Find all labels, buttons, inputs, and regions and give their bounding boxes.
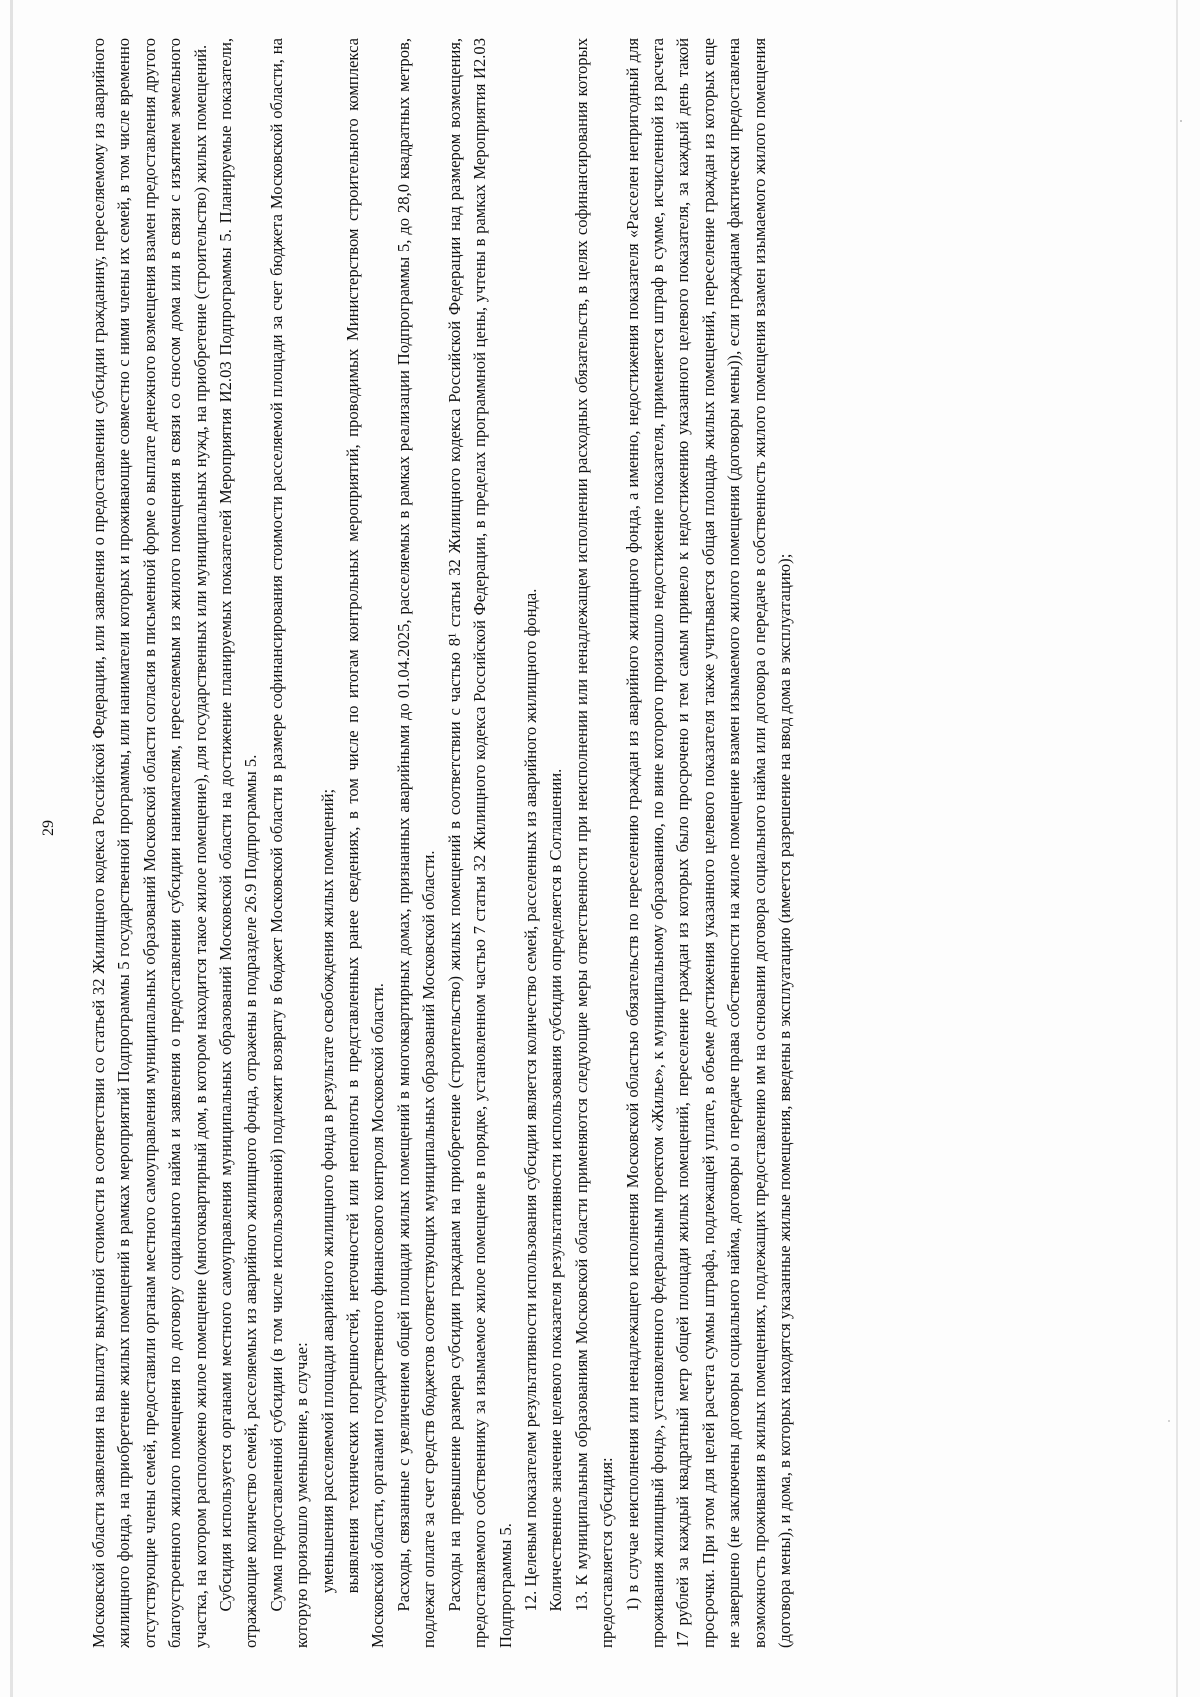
numbered-clause: 12. Целевым показателем результативности использования субсидии является количество семей, расселенных из аварийного жилищного фонда.	[520, 588, 540, 1612]
page-number: 29	[40, 820, 57, 836]
paragraph: Субсидия используется органами местного самоуправления муниципальных образований Московской области на достижение планируемых показателей Мероприятия И2.03 Подпрограммы 5. Планируемые показатели, отражающие количество семей, расселяемых из аварийного жилищного фонда, отражены в подразделе 26.9 Подпрограммы 5.	[216, 38, 261, 1648]
scan-edge-right	[1176, 0, 1178, 1697]
document-body	[86, 38, 1126, 1648]
list-item: выявления технических погрешностей, неточностей или неполноты в представленных ранее сведениях, в том числе по итогам контрольных мероприятий, проводимых Министерством строительного комплекса Московской области, органами государственного финансового контроля Московской области.	[343, 38, 388, 1648]
list-item: уменьшения расселяемой площади аварийного жилищного фонда в результате освобождения жилых помещений;	[317, 788, 337, 1594]
scan-edge-left	[10, 0, 13, 1697]
list-item: 1) в случае неисполнения или ненадлежащего исполнения Московской областью обязательств по переселению граждан из аварийного жилищного фонда, а именно, недостижения показателя «Расселен непригодный для проживания жилищный фонд», установленного федеральным проектом «Жилье», к муниципальному образованию, по вине которого произошло недостижение показателя, применяется штраф в сумме, исчисленной из расчета 17 рублей за каждый квадратный метр общей площади жилых помещений, переселение граждан из которых было просрочено и тем самым привело к недостижению указанного целевого показателя, за каждый день такой просрочки. При этом для целей расчета суммы штрафа, подлежащей уплате, в объеме достижения указанного целевого показателя также учитывается общая площадь жилых помещений, переселение граждан из которых еще не завершено (не заключены договоры социального найма, договоры о передаче права собственности на жилое помещение взамен изымаемого жилого помещения (договоры мены)), если гражданам фактически предоставлена возможность проживания в жилых помещениях, подлежащих предоставлению им на основании договора социального найма или договора о передаче в собственность жилого помещения взамен изымаемого жилого помещения (договора мены), и дома, в которых находятся указанные жилые помещения, введены в эксплуатацию (имеется разрешение на ввод дома в эксплуатацию);	[622, 38, 794, 1648]
scan-speck	[1168, 1420, 1170, 1422]
paragraph: Количественное значение целевого показателя результативности использования субсидии определяется в Соглашении.	[546, 768, 566, 1612]
paragraph: Расходы на превышение размера субсидии гражданам на приобретение (строительство) жилых помещений в соответствии с частью 8¹ статьи 32 Жилищного кодекса Российской Федерации над размером возмещения, предоставляемого собственнику за изымаемое жилое помещение в порядке, установленном частью 7 статьи 32 Жилищного кодекса Российской Федерации, в пределах программной цены, учтены в рамках Мероприятия И2.03 Подпрограммы 5.	[444, 38, 515, 1648]
paragraph: Сумма предоставленной субсидии (в том числе использованной) подлежит возврату в бюджет Московской области в размере софинансирования стоимости расселяемой площади за счет бюджета Московской области, на которую произошло уменьшение, в случае:	[266, 38, 312, 1648]
paragraph: Расходы, связанные с увеличением общей площади жилых помещений в многоквартирных домах, признанных аварийными до 01.04.2025, расселяемых в рамках реализации Подпрограммы 5, до 28,0 квадратных метров, подлежат оплате за счет средств бюджетов соответствующих муниципальных образований Московской области.	[393, 38, 439, 1648]
numbered-clause: 13. К муниципальным образованиям Московской области применяются следующие меры ответственности при неисполнении или ненадлежащем исполнении расходных обязательств, в целях софинансирования которых предоставляется субсидия:	[571, 38, 617, 1648]
scan-speck	[1180, 120, 1182, 122]
paragraph: Московской области заявления на выплату выкупной стоимости в соответствии со статьей 32 Жилищного кодекса Российской Федерации, или заявления о предоставлении субсидии гражданину, переселяемому из аварийного жилищного фонда, на приобретение жилых помещений в рамках мероприятий Подпрограммы 5 государственной программы, или наниматели которых и проживающие совместно с ними члены их семей, в том числе временно отсутствующие члены семей, предоставили органам местного самоуправления муниципальных образований Московской области согласия в письменной форме о выплате денежного возмещения взамен предоставления другого благоустроенного жилого помещения по договору социального найма и заявления о предоставлении субсидии нанимателям, переселяемым из жилого помещения в связи со сносом дома или в связи с изъятием земельного участка, на котором расположено жилое помещение (многоквартирный дом, в котором находится такое жилое помещение), для государственных или муниципальных нужд, на приобретение (строительство) жилых помещений.	[89, 38, 210, 1648]
